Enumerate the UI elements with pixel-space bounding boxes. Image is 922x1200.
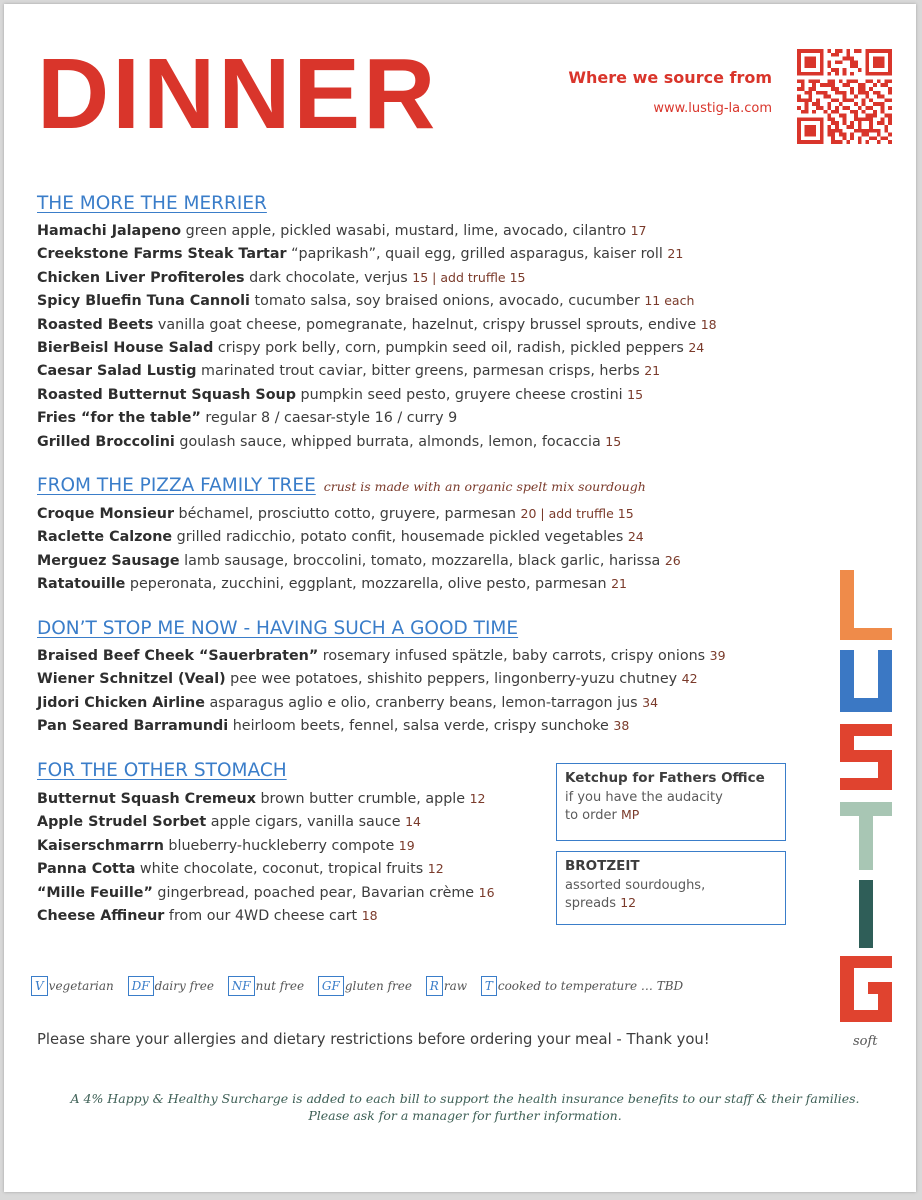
menu-item-name: Caesar Salad Lustig <box>37 363 197 380</box>
menu-item-name: Hamachi Jalapeno <box>37 223 182 239</box>
menu-item-description: “paprikash”, quail egg, grilled asparagus, kaiser roll <box>286 246 668 263</box>
menu-item-price: 20 | add truffle 15 <box>520 506 634 521</box>
menu-item-description: goulash sauce, whipped burrata, almonds, lemon, focaccia <box>174 433 606 450</box>
menu-item-description: regular 8 / caesar-style 16 / curry 9 <box>200 410 458 427</box>
section-title-more-merrier: THE MORE THE MERRIER <box>37 193 267 214</box>
menu-item-description: green apple, pickled wasabi, mustard, lime, avocado, cilantro <box>181 223 631 239</box>
menu-item-description: vanilla goat cheese, pomegranate, hazelnut, crispy brussel sprouts, endive <box>153 316 701 333</box>
section-title-other-stomach: FOR THE OTHER STOMACH <box>37 760 287 781</box>
menu-item-description: lamb sausage, broccolini, tomato, mozzarella, black garlic, harissa <box>179 552 665 569</box>
menu-item-name: Braised Beef Cheek “Sauerbraten” <box>37 648 319 664</box>
menu-item-description: from our 4WD cheese cart <box>164 907 362 924</box>
menu-item-description: gingerbread, poached pear, Bavarian crème <box>152 884 479 901</box>
menu-item-price: 18 <box>361 907 378 923</box>
menu-item-name: Chicken Liver Profiteroles <box>37 269 245 286</box>
menu-item-description: blueberry-huckleberry compote <box>163 837 399 854</box>
menu-item <box>37 810 495 833</box>
menu-item-name: Roasted Beets <box>37 316 154 333</box>
brotzeit-box-title: BROTZEIT <box>565 858 640 874</box>
menu-item-price: 12 <box>469 791 486 806</box>
menu-item-name: “Mille Feuille” <box>37 884 153 901</box>
legend-label-v: vegetarian <box>48 979 114 993</box>
menu-item-name: Roasted Butternut Squash Soup <box>37 386 296 403</box>
legend-code-v: V <box>31 976 48 996</box>
menu-item-price: 12 <box>427 861 444 877</box>
menu-item-name: Croque Monsieur <box>37 506 175 522</box>
brotzeit-box-line2 <box>565 894 777 912</box>
surcharge-note <box>44 1090 886 1124</box>
brotzeit-box-line1: assorted sourdoughs, <box>565 878 706 893</box>
menu-item-price: 15 <box>605 433 622 449</box>
page-title: DINNER <box>37 38 439 150</box>
menu-item <box>37 359 717 382</box>
section-items-dont-stop <box>37 644 726 738</box>
menu-item-description: marinated trout caviar, bitter greens, parmesan crisps, herbs <box>196 363 645 380</box>
menu-item <box>37 881 495 904</box>
logo-letter-s <box>840 724 892 790</box>
menu-item-price: 14 <box>405 814 421 830</box>
qr-code-icon[interactable] <box>797 49 892 144</box>
menu-item-name: Raclette Calzone <box>37 529 173 546</box>
logo-letter-t <box>840 802 892 870</box>
menu-item <box>37 336 717 359</box>
legend-code-nf: NF <box>228 976 255 996</box>
menu-item-name: Cheese Affineur <box>37 907 165 924</box>
menu-item-price: 18 <box>700 316 717 332</box>
legend-code-r: R <box>426 976 443 996</box>
menu-item-name: Panna Cotta <box>37 861 136 878</box>
menu-item <box>37 502 681 525</box>
menu-item <box>37 691 726 714</box>
menu-item-price: 21 <box>667 246 684 262</box>
menu-item <box>37 242 717 265</box>
menu-item-price: 16 <box>478 884 495 900</box>
menu-item <box>37 266 717 289</box>
menu-item-price: 42 <box>681 671 698 687</box>
section-items-more-merrier <box>37 219 717 453</box>
legend-label-r: raw <box>443 979 467 993</box>
logo-letter-u <box>840 650 892 712</box>
section-items-other-stomach <box>37 787 495 927</box>
menu-item <box>37 644 726 667</box>
menu-item-price: 17 <box>630 223 647 238</box>
menu-item-description: apple cigars, vanilla sauce <box>206 814 406 831</box>
menu-item-description: heirloom beets, fennel, salsa verde, crispy sunchoke <box>228 718 614 735</box>
menu-item-name: Kaiserschmarrn <box>37 837 164 854</box>
menu-item-description: asparagus aglio e olio, cranberry beans, lemon-tarragon jus <box>204 694 643 711</box>
menu-item <box>37 904 495 927</box>
ketchup-box-line2 <box>565 806 777 824</box>
lustig-logo-icon <box>840 570 892 1022</box>
legend-label-df: dairy free <box>154 979 214 993</box>
menu-item-name: Fries “for the table” <box>37 410 201 427</box>
menu-item-description: peperonata, zucchini, eggplant, mozzarella, olive pesto, parmesan <box>125 576 612 593</box>
brotzeit-box-line2-text: spreads <box>565 896 621 911</box>
dietary-legend <box>31 976 693 1000</box>
menu-item-name: Apple Strudel Sorbet <box>37 814 207 831</box>
menu-item-price: 21 <box>611 576 627 592</box>
legend-code-df: DF <box>128 976 154 996</box>
menu-item <box>37 667 726 690</box>
menu-item-name: BierBeisl House Salad <box>37 339 214 356</box>
logo-letter-l <box>840 570 892 640</box>
logo-letter-g <box>840 956 892 1022</box>
menu-item <box>37 289 717 312</box>
menu-item <box>37 313 717 336</box>
menu-item-price: 26 <box>664 552 681 568</box>
menu-item <box>37 219 717 242</box>
menu-item-name: Ratatouille <box>37 576 126 593</box>
logo-letter-i <box>859 880 873 948</box>
menu-item-description: brown butter crumble, apple <box>255 791 470 807</box>
menu-item <box>37 787 495 810</box>
menu-item-price: 24 <box>688 339 705 355</box>
section-title-pizza <box>37 475 646 496</box>
menu-item-price: 15 <box>627 386 644 402</box>
menu-item <box>37 834 495 857</box>
source-label: Where we source from <box>568 68 772 87</box>
menu-item <box>37 549 681 572</box>
ketchup-box-line1: if you have the audacity <box>565 790 723 805</box>
menu-item <box>37 525 681 548</box>
menu-item-name: Jidori Chicken Airline <box>37 694 205 711</box>
menu-item-price: 11 each <box>644 293 695 309</box>
menu-item <box>37 406 717 429</box>
menu-item-price: 15 | add truffle 15 <box>412 269 526 285</box>
section-note-pizza: crust is made with an organic spelt mix sourdough <box>323 479 646 494</box>
menu-item-name: Spicy Bluefin Tuna Cannoli <box>37 293 250 310</box>
menu-item <box>37 383 717 406</box>
menu-item-price: 34 <box>642 694 659 710</box>
menu-item <box>37 714 726 737</box>
brotzeit-box-price: 12 <box>620 895 637 910</box>
menu-item-description: white chocolate, coconut, tropical fruits <box>135 861 428 878</box>
menu-item-description: dark chocolate, verjus <box>244 269 413 286</box>
section-title-dont-stop: DON’T STOP ME NOW - HAVING SUCH A GOOD TIME <box>37 618 519 639</box>
menu-item-description: pee wee potatoes, shishito peppers, lingonberry-yuzu chutney <box>225 671 682 688</box>
legend-label-nf: nut free <box>255 979 305 993</box>
menu-item-price: 19 <box>398 837 415 853</box>
menu-item <box>37 430 717 453</box>
menu-item-description: pumpkin seed pesto, gruyere cheese crostini <box>295 386 628 403</box>
section-title-pizza-text: FROM THE PIZZA FAMILY TREE <box>37 475 316 496</box>
menu-item-description: béchamel, prosciutto cotto, gruyere, parmesan <box>174 506 521 522</box>
soft-label: soft <box>853 1034 878 1049</box>
ketchup-box-title: Ketchup for Fathers Office <box>565 770 765 786</box>
menu-item-name: Butternut Squash Cremeux <box>37 791 256 807</box>
source-url[interactable]: www.lustig-la.com <box>653 101 772 116</box>
legend-label-t: cooked to temperature … TBD <box>497 979 684 993</box>
surcharge-line1: A 4% Happy & Healthy Surcharge is added to each bill to support the health insurance benefits to our staff & their families. <box>70 1091 860 1106</box>
menu-page <box>4 4 916 1192</box>
menu-item-description: rosemary infused spätzle, baby carrots, crispy onions <box>318 648 710 664</box>
menu-item-name: Wiener Schnitzel (Veal) <box>37 671 226 688</box>
legend-code-t: T <box>481 976 497 996</box>
menu-item-name: Merguez Sausage <box>37 552 180 569</box>
section-items-pizza <box>37 502 681 596</box>
ketchup-box-price: MP <box>620 807 640 822</box>
menu-item <box>37 857 495 880</box>
menu-item-price: 39 <box>709 648 726 663</box>
menu-item-description: crispy pork belly, corn, pumpkin seed oil, radish, pickled peppers <box>213 339 689 356</box>
menu-item <box>37 572 681 595</box>
allergy-note: Please share your allergies and dietary restrictions before ordering your meal - Thank you! <box>37 1031 710 1048</box>
legend-code-gf: GF <box>318 976 344 996</box>
menu-item-price: 38 <box>613 718 630 734</box>
menu-item-name: Pan Seared Barramundi <box>37 718 229 735</box>
menu-item-price: 24 <box>627 529 644 545</box>
surcharge-line2: Please ask for a manager for further information. <box>308 1108 622 1123</box>
menu-item-price: 21 <box>644 363 661 379</box>
menu-item-description: grilled radicchio, potato confit, housemade pickled vegetables <box>172 529 628 546</box>
legend-label-gf: gluten free <box>344 979 412 993</box>
menu-item-name: Grilled Broccolini <box>37 433 175 450</box>
brotzeit-box <box>556 851 786 925</box>
ketchup-box-line2-text: to order <box>565 808 621 823</box>
ketchup-box <box>556 763 786 841</box>
menu-item-description: tomato salsa, soy braised onions, avocado, cucumber <box>249 293 645 310</box>
menu-item-name: Creekstone Farms Steak Tartar <box>37 246 287 263</box>
